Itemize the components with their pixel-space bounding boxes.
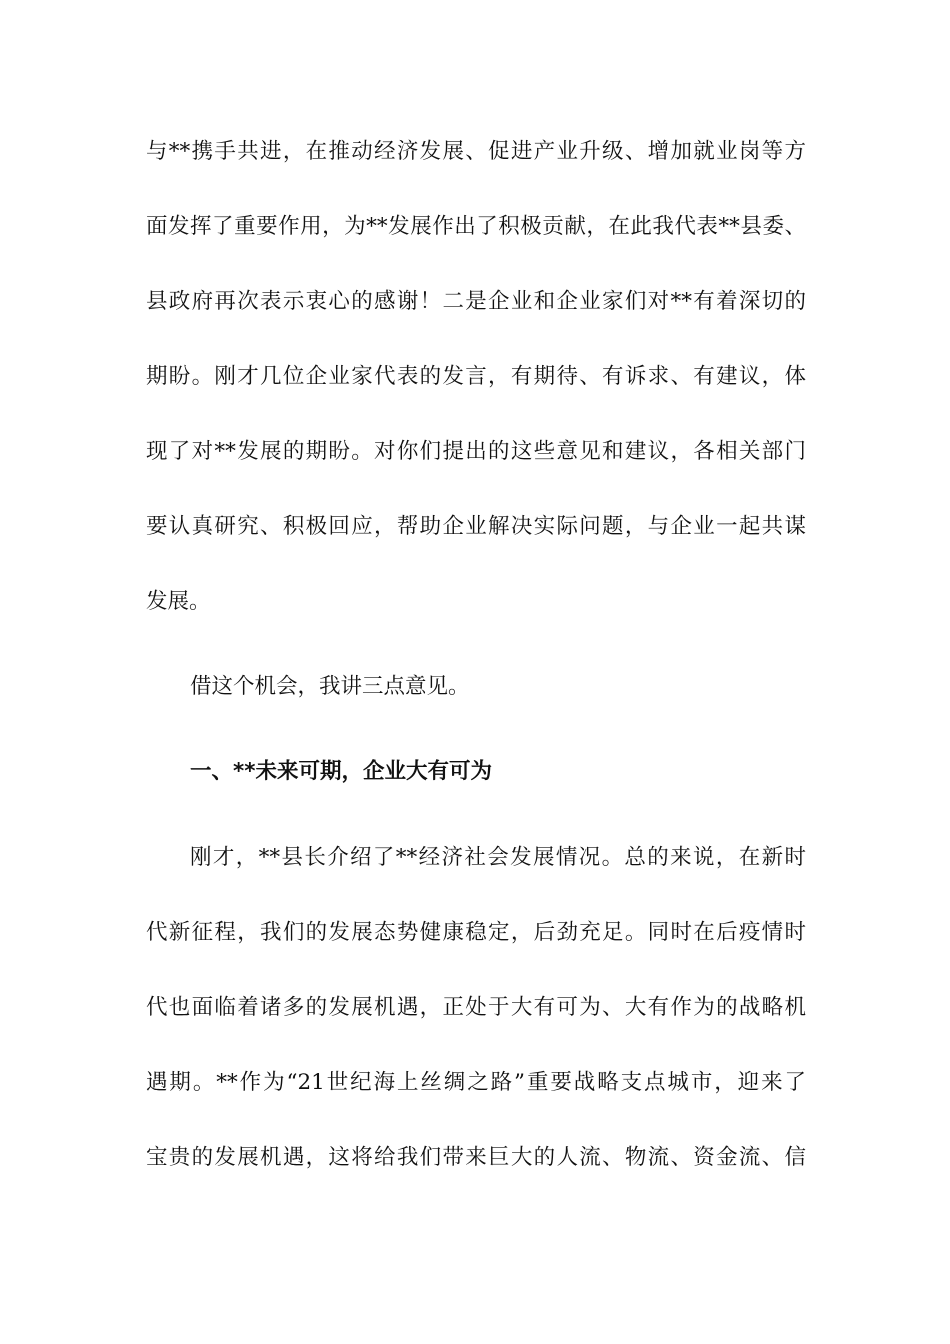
paragraph-intro: 借这个机会，我讲三点意见。 [190, 674, 470, 699]
paragraph-line: 现了对**发展的期盼。对你们提出的这些意见和建议，各相关部门 [146, 439, 806, 464]
paragraph-line: 县政府再次表示衷心的感谢！二是企业和企业家们对**有着深切的 [146, 289, 806, 314]
paragraph-line: 与**携手共进，在推动经济发展、促进产业升级、增加就业岗等方 [146, 139, 806, 164]
paragraph-line: 发展。 [146, 589, 211, 614]
paragraph-line: 面发挥了重要作用，为**发展作出了积极贡献，在此我代表**县委、 [146, 214, 806, 239]
paragraph-line: 期盼。刚才几位企业家代表的发言，有期待、有诉求、有建议，体 [146, 364, 806, 389]
section-heading: 一、**未来可期，企业大有可为 [190, 759, 492, 784]
paragraph-line: 代也面临着诸多的发展机遇，正处于大有可为、大有作为的战略机 [146, 995, 806, 1020]
paragraph-line: 刚才，**县长介绍了**经济社会发展情况。总的来说，在新时 [190, 845, 806, 870]
paragraph-line: 宝贵的发展机遇，这将给我们带来巨大的人流、物流、资金流、信 [146, 1145, 806, 1170]
paragraph-line: 代新征程，我们的发展态势健康稳定，后劲充足。同时在后疫情时 [146, 920, 806, 945]
paragraph-line: 遇期。**作为“21世纪海上丝绸之路”重要战略支点城市，迎来了 [146, 1070, 806, 1095]
paragraph-line: 要认真研究、积极回应，帮助企业解决实际问题，与企业一起共谋 [146, 514, 806, 539]
